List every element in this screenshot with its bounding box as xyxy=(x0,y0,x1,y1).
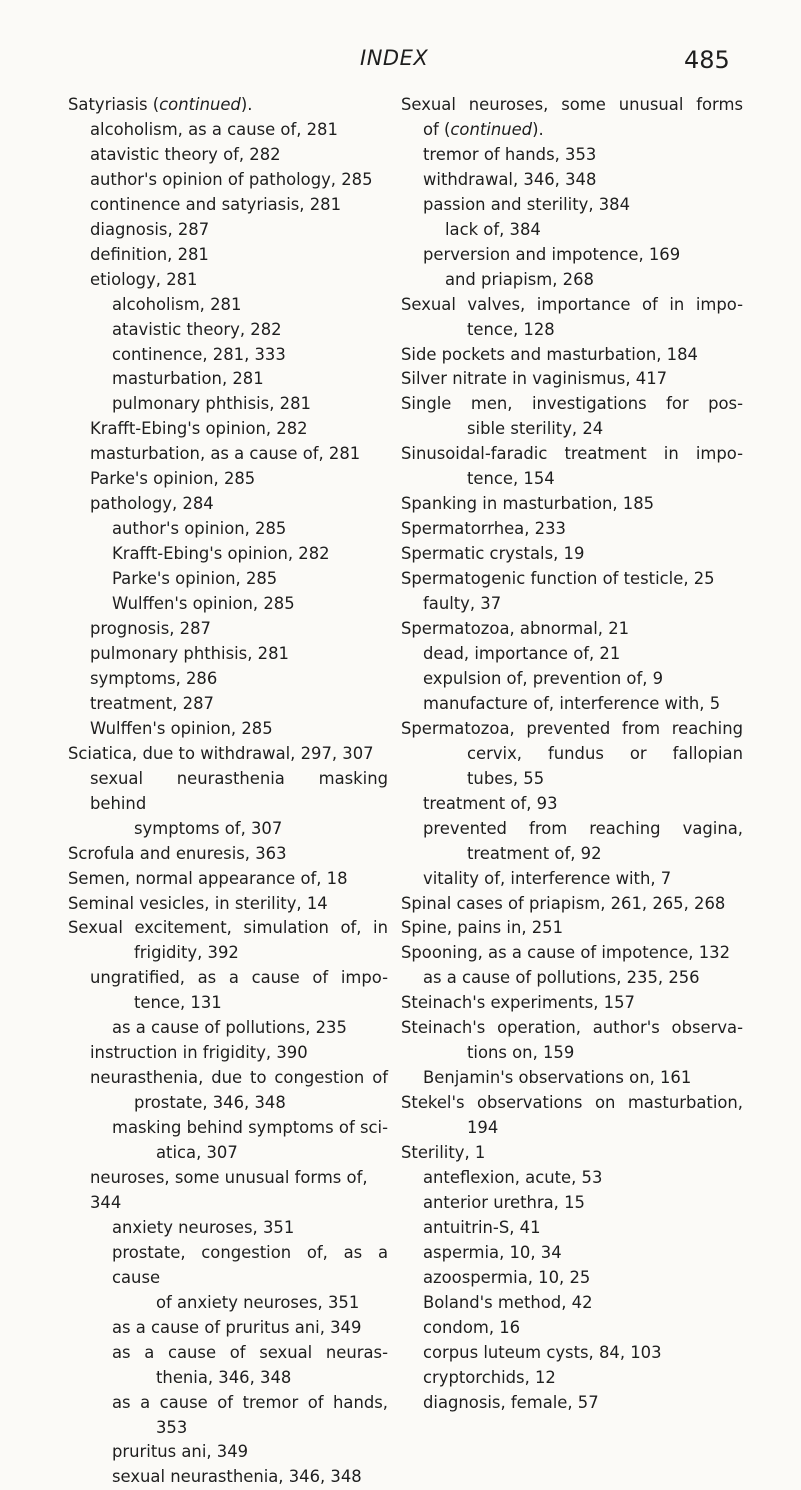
index-entry-text: Spermatogenic function of testicle, 25 xyxy=(401,569,715,589)
index-entry-text: corpus luteum cysts, 84, 103 xyxy=(423,1342,662,1362)
index-entry-text: Wulffen's opinion, 285 xyxy=(112,594,295,614)
index-entry xyxy=(401,168,743,193)
index-entry xyxy=(401,1391,743,1416)
index-entry xyxy=(401,1241,743,1266)
index-entry xyxy=(401,991,743,1016)
index-entry xyxy=(68,1291,388,1316)
index-entry xyxy=(401,542,743,567)
index-entry xyxy=(68,1066,388,1091)
index-entry xyxy=(68,1341,388,1366)
index-entry xyxy=(401,193,743,218)
index-entry xyxy=(68,717,388,742)
index-entry xyxy=(401,1316,743,1341)
index-entry xyxy=(401,792,743,817)
index-entry xyxy=(68,592,388,617)
index-entry xyxy=(401,642,743,667)
index-entry xyxy=(68,1091,388,1116)
index-entry xyxy=(68,867,388,892)
index-entry xyxy=(68,367,388,392)
index-entry xyxy=(401,143,743,168)
index-entry-text: Steinach's operation, author's observa- xyxy=(401,1018,743,1038)
index-entry xyxy=(68,642,388,667)
index-entry xyxy=(68,817,388,842)
index-entry-text: passion and sterility, 384 xyxy=(423,194,631,214)
index-entry-text: masking behind symptoms of sci- xyxy=(112,1118,388,1138)
index-entry-text: Spinal cases of priapism, 261, 265, 268 xyxy=(401,893,726,913)
index-entry xyxy=(68,218,388,243)
index-entry-text: frigidity, 392 xyxy=(134,943,239,963)
index-entry-text: Stekel's observations on masturbation, xyxy=(401,1093,743,1113)
index-entry-text: Spine, pains in, 251 xyxy=(401,918,564,938)
index-entry-italic: continued xyxy=(450,119,533,139)
index-entry xyxy=(401,392,743,417)
index-entry xyxy=(68,542,388,567)
index-entry-text: tence, 128 xyxy=(467,319,555,339)
index-entry xyxy=(68,168,388,193)
index-entry-text: expulsion of, prevention of, 9 xyxy=(423,668,664,688)
index-entry xyxy=(401,1041,743,1066)
index-entry xyxy=(68,492,388,517)
index-entry-text: sible sterility, 24 xyxy=(467,419,604,439)
index-entry-text: sexual neurasthenia masking behind xyxy=(90,768,388,813)
index-entry xyxy=(401,767,743,792)
index-entry-text: masturbation, as a cause of, 281 xyxy=(90,444,361,464)
index-entry xyxy=(401,667,743,692)
index-entry xyxy=(68,1440,388,1465)
index-entry-text: neuroses, some unusual forms of, 344 xyxy=(90,1167,368,1212)
index-entry-text: pruritus ani, 349 xyxy=(112,1442,249,1462)
index-entry xyxy=(401,1291,743,1316)
index-entry-text: Semen, normal appearance of, 18 xyxy=(68,868,348,888)
index-entry xyxy=(401,442,743,467)
index-entry xyxy=(68,1216,388,1241)
index-entry-text: author's opinion, 285 xyxy=(112,519,287,539)
index-entry-text: Sciatica, due to withdrawal, 297, 307 xyxy=(68,743,374,763)
index-entry-text: Spanking in masturbation, 185 xyxy=(401,494,655,514)
index-entry xyxy=(401,1016,743,1041)
index-entry-text: alcoholism, as a cause of, 281 xyxy=(90,119,338,139)
index-entry-text: 194 xyxy=(467,1118,499,1138)
index-entry-text: Benjamin's observations on, 161 xyxy=(423,1068,692,1088)
index-entry xyxy=(401,742,743,767)
index-entry-text: atica, 307 xyxy=(156,1143,238,1163)
index-entry-text: Scrofula and enuresis, 363 xyxy=(68,843,287,863)
index-entry-text: of anxiety neuroses, 351 xyxy=(156,1292,360,1312)
index-entry xyxy=(68,1041,388,1066)
index-entry xyxy=(401,617,743,642)
index-entry-text: anteflexion, acute, 53 xyxy=(423,1167,603,1187)
index-entry-text: Spooning, as a cause of impotence, 132 xyxy=(401,943,731,963)
index-entry xyxy=(68,567,388,592)
index-entry xyxy=(401,1341,743,1366)
index-entry-text: prostate, congestion of, as a cause xyxy=(112,1242,388,1287)
index-entry xyxy=(68,1465,388,1490)
index-entry xyxy=(68,467,388,492)
index-entry-text: Steinach's experiments, 157 xyxy=(401,993,635,1013)
index-entry-text: atavistic theory, 282 xyxy=(112,319,282,339)
index-entry-text: continence, 281, 333 xyxy=(112,344,286,364)
index-entry-text: Sterility, 1 xyxy=(401,1143,486,1163)
index-entry-text: alcoholism, 281 xyxy=(112,294,242,314)
index-entry-text: etiology, 281 xyxy=(90,269,198,289)
index-entry xyxy=(401,93,743,118)
index-entry-text: Side pockets and masturbation, 184 xyxy=(401,344,698,364)
index-entry xyxy=(68,392,388,417)
index-entry xyxy=(68,93,388,118)
index-entry-text: tence, 131 xyxy=(134,993,222,1013)
index-entry-text: pathology, 284 xyxy=(90,494,214,514)
index-entry xyxy=(401,492,743,517)
index-entry xyxy=(68,417,388,442)
index-entry-suffix: ). xyxy=(240,95,253,114)
index-entry xyxy=(68,966,388,991)
index-entry-text: instruction in frigidity, 390 xyxy=(90,1043,308,1063)
index-entry xyxy=(68,268,388,293)
index-entry-text: Satyriasis ( xyxy=(68,95,160,114)
index-entry-text: condom, 16 xyxy=(423,1317,521,1337)
index-entry-text: vitality of, interference with, 7 xyxy=(423,868,672,888)
index-entry xyxy=(401,966,743,991)
index-entry xyxy=(401,941,743,966)
index-entry xyxy=(401,567,743,592)
index-entry xyxy=(401,243,743,268)
index-entry-text: author's opinion of pathology, 285 xyxy=(90,169,373,189)
index-entry xyxy=(401,367,743,392)
index-entry-text: Spermatozoa, abnormal, 21 xyxy=(401,619,630,639)
index-entry-text: cryptorchids, 12 xyxy=(423,1367,556,1387)
index-entry xyxy=(401,517,743,542)
index-entry xyxy=(68,293,388,318)
index-entry-text: withdrawal, 346, 348 xyxy=(423,169,597,189)
index-entry xyxy=(401,467,743,492)
index-entry xyxy=(68,667,388,692)
index-entry xyxy=(68,617,388,642)
page-number: 485 xyxy=(684,46,730,74)
index-entry-text: as a cause of tremor of hands, xyxy=(112,1392,388,1412)
index-entry-text: pulmonary phthisis, 281 xyxy=(112,394,311,414)
index-entry xyxy=(68,1166,388,1216)
index-entry xyxy=(68,1316,388,1341)
index-entry-text: Spermatorrhea, 233 xyxy=(401,519,566,539)
index-entry xyxy=(68,916,388,941)
index-entry-text: aspermia, 10, 34 xyxy=(423,1242,562,1262)
index-entry-text: treatment of, 92 xyxy=(467,843,602,863)
index-entry-text: dead, importance of, 21 xyxy=(423,643,621,663)
index-entry-suffix: ). xyxy=(532,119,544,139)
index-entry-text: Sexual excitement, simulation of, in xyxy=(68,918,388,938)
index-entry xyxy=(401,343,743,368)
index-entry xyxy=(401,817,743,842)
index-entry-text: Silver nitrate in vaginismus, 417 xyxy=(401,369,668,389)
index-entry-text: as a cause of pollutions, 235 xyxy=(112,1018,347,1038)
index-entry-text: 353 xyxy=(156,1417,188,1437)
index-entry-text: as a cause of sexual neuras- xyxy=(112,1342,388,1362)
index-entry-text: symptoms, 286 xyxy=(90,668,218,688)
index-entry-text: continence and satyriasis, 281 xyxy=(90,194,342,214)
index-entry-text: faulty, 37 xyxy=(423,594,502,614)
index-entry xyxy=(68,343,388,368)
index-entry xyxy=(68,692,388,717)
index-entry-text: Boland's method, 42 xyxy=(423,1292,593,1312)
index-entry-text: symptoms of, 307 xyxy=(134,818,283,838)
index-entry xyxy=(401,1066,743,1091)
index-entry-text: Spermatozoa, prevented from reaching xyxy=(401,718,743,738)
index-entry-text: neurasthenia, due to congestion of xyxy=(90,1068,388,1088)
index-entry-text: atavistic theory of, 282 xyxy=(90,144,281,164)
index-entry xyxy=(68,1241,388,1291)
index-entry-text: manufacture of, interference with, 5 xyxy=(423,693,721,713)
index-entry xyxy=(401,417,743,442)
index-entry xyxy=(401,293,743,318)
index-entry xyxy=(401,1216,743,1241)
index-column-right xyxy=(401,93,743,1416)
index-entry xyxy=(68,941,388,966)
index-entry-text: perversion and impotence, 169 xyxy=(423,244,681,264)
index-entry-text: prevented from reaching vagina, xyxy=(423,818,743,838)
index-entry xyxy=(401,867,743,892)
index-entry-text: Sexual valves, importance of in impo- xyxy=(401,294,743,314)
index-entry xyxy=(401,1366,743,1391)
index-entry-text: ungratified, as a cause of impo- xyxy=(90,968,388,988)
index-entry-text: Parke's opinion, 285 xyxy=(90,469,256,489)
index-entry-text: tence, 154 xyxy=(467,469,555,489)
index-entry xyxy=(68,1366,388,1391)
index-entry xyxy=(68,842,388,867)
index-entry-text: masturbation, 281 xyxy=(112,369,264,389)
index-entry xyxy=(401,268,743,293)
index-entry-text: lack of, 384 xyxy=(445,219,541,239)
index-entry-text: Krafft-Ebing's opinion, 282 xyxy=(112,544,330,564)
index-entry xyxy=(401,1141,743,1166)
index-entry-text: pulmonary phthisis, 281 xyxy=(90,643,289,663)
index-column-left xyxy=(68,93,388,1490)
index-entry xyxy=(401,892,743,917)
index-entry-text: Sinusoidal-faradic treatment in impo- xyxy=(401,444,743,464)
index-entry xyxy=(401,1091,743,1116)
index-entry-text: cervix, fundus or fallopian xyxy=(467,743,743,763)
index-entry-text: azoospermia, 10, 25 xyxy=(423,1267,591,1287)
index-entry-text: as a cause of pollutions, 235, 256 xyxy=(423,968,700,988)
index-entry-text: as a cause of pruritus ani, 349 xyxy=(112,1317,362,1337)
index-entry xyxy=(68,742,388,767)
index-entry xyxy=(68,1016,388,1041)
index-entry-text: definition, 281 xyxy=(90,244,209,264)
index-entry-text: anterior urethra, 15 xyxy=(423,1192,585,1212)
index-entry-text: Wulffen's opinion, 285 xyxy=(90,718,273,738)
index-entry xyxy=(401,318,743,343)
index-entry xyxy=(401,1116,743,1141)
index-entry xyxy=(68,767,388,817)
index-entry xyxy=(401,218,743,243)
index-entry xyxy=(68,318,388,343)
index-entry xyxy=(68,243,388,268)
index-entry xyxy=(68,1391,388,1416)
index-entry xyxy=(401,842,743,867)
index-entry xyxy=(401,1266,743,1291)
index-entry-text: antuitrin-S, 41 xyxy=(423,1217,541,1237)
index-entry-text: prognosis, 287 xyxy=(90,619,211,639)
index-entry-italic: continued xyxy=(159,95,241,114)
index-entry xyxy=(68,517,388,542)
index-entry xyxy=(68,143,388,168)
index-entry xyxy=(68,193,388,218)
running-title: INDEX xyxy=(360,46,429,70)
index-entry-text: treatment of, 93 xyxy=(423,793,558,813)
index-entry-text: Krafft-Ebing's opinion, 282 xyxy=(90,419,308,439)
index-entry-text: prostate, 346, 348 xyxy=(134,1093,286,1113)
index-entry-text: treatment, 287 xyxy=(90,693,214,713)
index-entry xyxy=(401,118,743,143)
index-entry xyxy=(401,1166,743,1191)
index-entry-text: Spermatic crystals, 19 xyxy=(401,544,585,564)
index-entry-text: thenia, 346, 348 xyxy=(156,1367,292,1387)
index-entry-text: diagnosis, 287 xyxy=(90,219,210,239)
index-entry xyxy=(68,118,388,143)
index-entry-text: sexual neurasthenia, 346, 348 xyxy=(112,1467,362,1487)
index-entry-text: tions on, 159 xyxy=(467,1043,575,1063)
index-entry xyxy=(401,717,743,742)
index-entry xyxy=(401,1191,743,1216)
index-entry xyxy=(68,442,388,467)
index-entry xyxy=(401,592,743,617)
index-entry xyxy=(68,1116,388,1141)
index-entry-text: Seminal vesicles, in sterility, 14 xyxy=(68,893,328,913)
index-entry xyxy=(401,692,743,717)
index-entry xyxy=(68,892,388,917)
index-entry xyxy=(68,1141,388,1166)
index-entry xyxy=(68,991,388,1016)
index-entry xyxy=(68,1416,388,1441)
index-entry-text: diagnosis, female, 57 xyxy=(423,1392,599,1412)
index-entry-text: tubes, 55 xyxy=(467,768,545,788)
index-entry-text: Parke's opinion, 285 xyxy=(112,569,278,589)
index-entry-text: anxiety neuroses, 351 xyxy=(112,1217,295,1237)
index-entry xyxy=(401,916,743,941)
index-entry-text: of ( xyxy=(423,119,451,139)
page-header xyxy=(0,40,801,90)
index-entry-text: Sexual neuroses, some unusual forms xyxy=(401,95,743,114)
index-entry-text: Single men, investigations for pos- xyxy=(401,394,743,414)
index-entry-text: tremor of hands, 353 xyxy=(423,144,597,164)
index-entry-text: and priapism, 268 xyxy=(445,269,594,289)
